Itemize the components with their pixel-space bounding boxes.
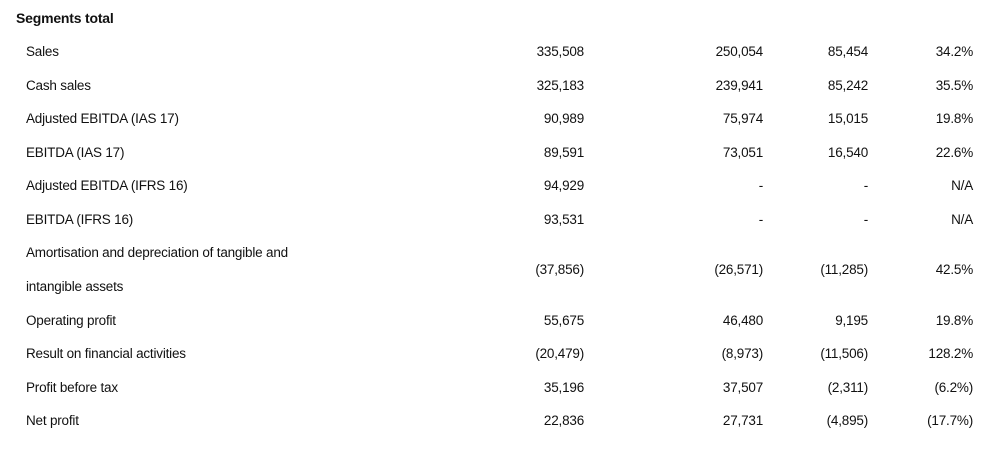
table-row (0, 378, 1000, 412)
row-label: Adjusted EBITDA (IFRS 16) (26, 178, 188, 193)
value-col-2: 46,480 (722, 313, 763, 328)
value-col-2: - (758, 178, 763, 193)
value-col-1: 35,196 (543, 380, 584, 395)
value-col-1: (37,856) (535, 262, 584, 277)
row-label: EBITDA (IFRS 16) (26, 212, 134, 227)
value-col-4: 19.8% (935, 313, 973, 328)
row-label: Sales (26, 44, 59, 59)
value-col-4: 19.8% (935, 111, 973, 126)
value-col-1: 325,183 (536, 78, 584, 93)
value-col-2: (8,973) (721, 346, 763, 361)
value-col-3: (4,895) (826, 413, 868, 428)
table-row (0, 143, 1000, 177)
row-label: Adjusted EBITDA (IAS 17) (26, 111, 179, 126)
value-col-1: 93,531 (543, 212, 584, 227)
value-col-2: 75,974 (722, 111, 763, 126)
table-row (0, 411, 1000, 445)
value-col-1: 335,508 (536, 44, 584, 59)
row-label: Operating profit (26, 313, 116, 328)
table-row (0, 311, 1000, 345)
value-col-3: 85,454 (827, 44, 868, 59)
value-col-2: (26,571) (714, 262, 763, 277)
value-col-2: - (758, 212, 763, 227)
value-col-4: 22.6% (935, 145, 973, 160)
value-col-1: 55,675 (543, 313, 584, 328)
value-col-3: 15,015 (827, 111, 868, 126)
table-row (0, 344, 1000, 378)
row-label: Net profit (26, 413, 79, 428)
value-col-1: 89,591 (543, 145, 584, 160)
value-col-1: 90,989 (543, 111, 584, 126)
row-label-line-1: Amortisation and depreciation of tangible and (26, 245, 288, 260)
value-col-1: 94,929 (543, 178, 584, 193)
value-col-4: N/A (951, 212, 973, 227)
value-col-4: (6.2%) (934, 380, 973, 395)
table-row (0, 243, 1000, 311)
value-col-3: - (863, 212, 868, 227)
value-col-3: 16,540 (827, 145, 868, 160)
table-title: Segments total (16, 10, 114, 26)
table-row (0, 176, 1000, 210)
value-col-3: 9,195 (835, 313, 868, 328)
row-label: Profit before tax (26, 380, 118, 395)
value-col-4: N/A (951, 178, 973, 193)
value-col-2: 73,051 (722, 145, 763, 160)
table-row (0, 210, 1000, 244)
value-col-3: (11,285) (820, 262, 868, 277)
table-row (0, 76, 1000, 110)
value-col-2: 27,731 (722, 413, 763, 428)
row-label: Cash sales (26, 78, 91, 93)
value-col-2: 37,507 (722, 380, 763, 395)
value-col-3: 85,242 (827, 78, 868, 93)
row-label: Result on financial activities (26, 346, 186, 361)
value-col-2: 239,941 (715, 78, 763, 93)
value-col-4: (17.7%) (927, 413, 973, 428)
value-col-1: 22,836 (543, 413, 584, 428)
row-label: EBITDA (IAS 17) (26, 145, 125, 160)
value-col-3: - (863, 178, 868, 193)
value-col-1: (20,479) (535, 346, 584, 361)
row-label-line-2: intangible assets (26, 279, 124, 294)
value-col-4: 42.5% (935, 262, 973, 277)
value-col-4: 128.2% (928, 346, 973, 361)
value-col-2: 250,054 (715, 44, 763, 59)
value-col-4: 34.2% (935, 44, 973, 59)
value-col-4: 35.5% (935, 78, 973, 93)
value-col-3: (2,311) (827, 380, 868, 395)
table-row (0, 109, 1000, 143)
table-row (0, 42, 1000, 76)
value-col-3: (11,506) (820, 346, 868, 361)
